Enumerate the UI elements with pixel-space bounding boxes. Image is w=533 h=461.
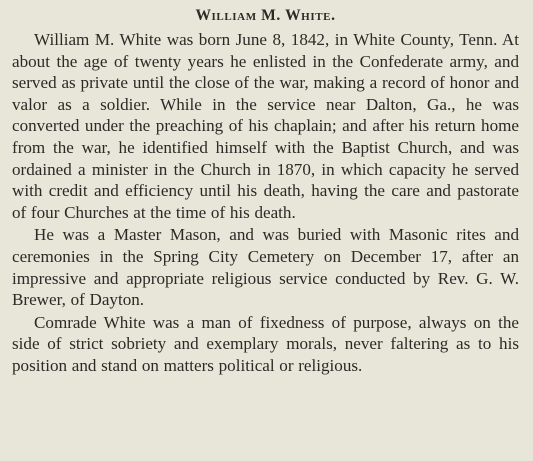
paragraph-character: Comrade White was a man of fixedness of purpose, always on the side of strict sobriety and exemplary morals, never faltering as to his position and stand on matters political or religious. bbox=[12, 312, 519, 375]
paragraph-biography: William M. White was born June 8, 1842, in White County, Tenn. At about the age of twenty years he enlisted in the Confederate army, and served as private until the close of the war, making a record of honor and valor as a soldier. While in the service near Dalton, Ga., he was converted under the preaching of his chaplain; and after his return home from the war, he identified himself with the Baptist Church, and was ordained a minister in the Church in 1870, in which capacity he served with credit and efficiency until his death, having the care and pastorate of four Churches at the time of his death. bbox=[12, 30, 519, 222]
paragraph-burial: He was a Master Mason, and was buried with Masonic rites and ceremonies in the Spring City Cemetery on December 17, after an impressive and appropriate religious service conducted by Rev. G. W. Brewer, of Dayton. bbox=[12, 225, 519, 310]
page-title: William M. White. bbox=[195, 7, 336, 24]
